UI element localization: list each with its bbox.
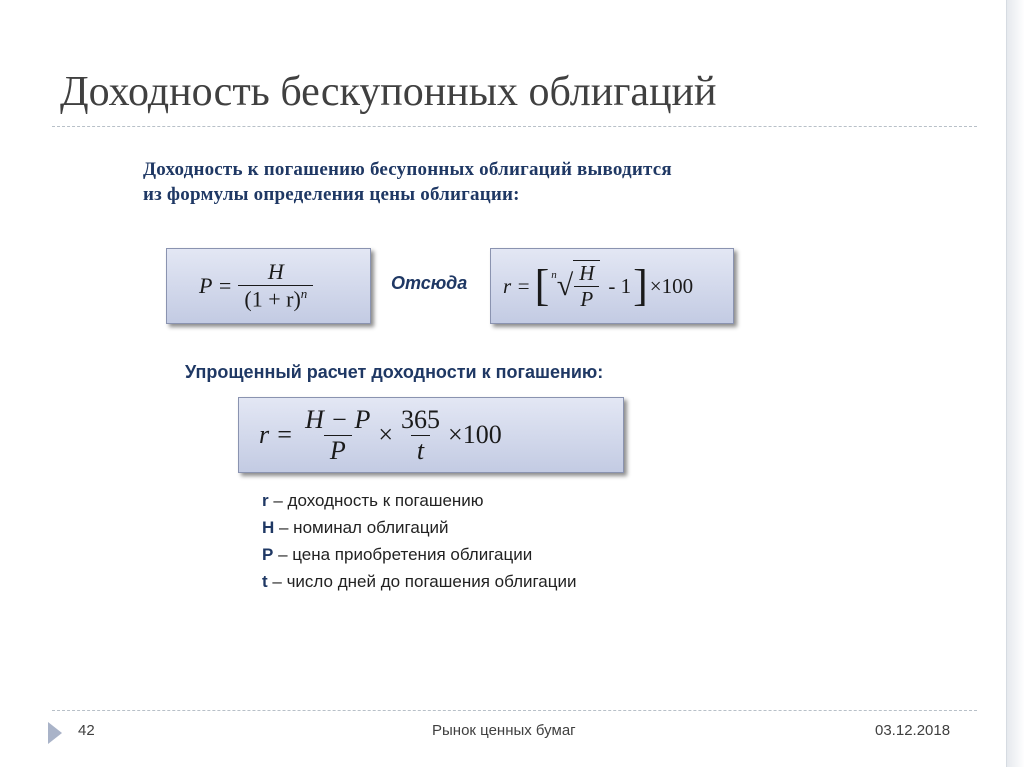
formula-price-denominator-base: (1 + r): [244, 286, 301, 312]
title-divider: [52, 126, 977, 127]
formula-simple-den1: P: [324, 435, 352, 466]
formula-yield-fraction: [573, 260, 600, 312]
formula-yield-minus-one: - 1: [608, 273, 632, 298]
formula-simple-box: [238, 397, 624, 473]
formula-simple-times: ×: [378, 420, 394, 449]
legend-item: [262, 487, 577, 514]
simple-calc-heading: Упрощенный расчет доходности к погашению:: [185, 362, 604, 382]
footer-divider: [52, 710, 977, 711]
otsuda-label: Отсюда: [391, 273, 468, 293]
formula-yield-denominator: P: [574, 286, 599, 312]
formula-simple-num1: H − P: [305, 404, 371, 434]
formula-price-denominator: [238, 285, 313, 312]
root-icon: √: [556, 269, 574, 302]
formula-price-numerator: H: [267, 259, 284, 285]
variable-legend: [262, 487, 577, 595]
formula-simple-times-100: ×100: [448, 420, 502, 449]
legend-text: – номинал облигаций: [274, 518, 449, 537]
legend-symbol: P: [262, 545, 274, 564]
footer-date: 03.12.2018: [875, 722, 951, 739]
formula-simple-fraction-1: [299, 405, 376, 466]
formula-price-exponent: n: [300, 286, 308, 302]
formula-price-lhs: P =: [199, 273, 233, 298]
slide-side-decoration: [1006, 0, 1024, 767]
formula-yield-root-index: n: [551, 269, 557, 281]
legend-symbol: t: [262, 572, 268, 591]
legend-text: – число дней до погашения облигации: [267, 572, 577, 591]
legend-text: – доходность к погашению: [268, 491, 484, 510]
page-number: 42: [78, 722, 95, 739]
legend-item: [262, 541, 577, 568]
legend-item: [262, 568, 577, 595]
footer-title: Рынок ценных бумаг: [432, 722, 576, 739]
intro-line-1: Доходность к погашению бесупонных облигаций выводится: [143, 159, 672, 180]
intro-text: [143, 157, 843, 207]
formula-yield-numerator: H: [579, 261, 595, 285]
legend-symbol: r: [262, 491, 269, 510]
formula-yield-times-100: ×100: [649, 273, 694, 298]
triangle-arrow-icon: [48, 722, 62, 744]
formula-yield-box: [490, 248, 734, 324]
formula-yield-bracket-right: ]: [633, 261, 648, 310]
legend-text: – цена приобретения облигации: [273, 545, 533, 564]
formula-simple-fraction-2: [395, 405, 446, 466]
legend-item: [262, 514, 577, 541]
formula-yield-bracket-left: [: [534, 261, 550, 310]
legend-symbol: H: [262, 518, 275, 537]
formula-simple-lhs: r =: [259, 420, 294, 449]
formula-price-fraction: [238, 259, 313, 312]
formula-simple-num2: 365: [401, 404, 441, 434]
formula-simple-den2: t: [411, 435, 430, 466]
intro-line-2: из формулы определения цены облигации:: [143, 184, 520, 205]
formula-yield-lhs: r =: [503, 273, 531, 298]
formula-price-box: [166, 248, 371, 324]
slide-title: Доходность бескупонных облигаций: [60, 69, 717, 115]
